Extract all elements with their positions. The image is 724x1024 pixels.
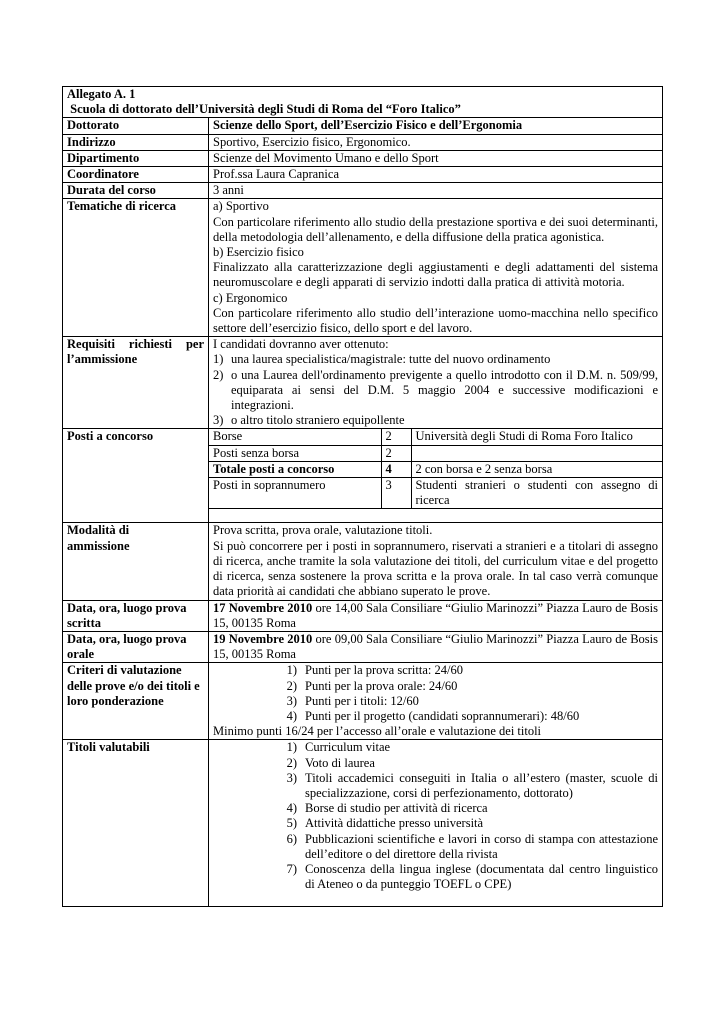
row-tematiche — [63, 199, 663, 337]
allegato-title: Allegato A. 1 — [67, 87, 136, 101]
list-item: 3) o altro titolo straniero equipollente — [213, 413, 405, 428]
posti-table — [209, 429, 662, 522]
modalita-line1: Prova scritta, prova orale, valutazione titoli. — [213, 523, 433, 538]
list-item: 4) Borse di studio per attività di ricerca — [286, 801, 488, 816]
list-item: 3) Punti per i titoli: 12/60 — [286, 693, 419, 708]
label-durata: Durata del corso — [63, 183, 209, 199]
posti-name: Totale posti a concorso — [209, 461, 381, 477]
tematica-b-title: b) Esercizio fisico — [213, 245, 304, 260]
list-item: 5) Attività didattiche presso università — [286, 816, 484, 831]
list-item: 1) Punti per la prova scritta: 24/60 — [286, 663, 463, 678]
row-dottorato — [63, 118, 663, 134]
label-posti: Posti a concorso — [63, 429, 209, 523]
row-titoli — [63, 740, 663, 907]
label-criteri: Criteri di valutazione delle prove e/o dei titoli e loro ponderazione — [63, 663, 209, 740]
posti-count: 4 — [381, 461, 411, 477]
requisiti-intro: I candidati dovranno aver ottenuto: — [213, 337, 389, 352]
list-item: 7) Conoscenza della lingua inglese (documentata dal centro linguistico di Ateneo o da punteggio TOEFL o CPE) — [286, 861, 658, 892]
modalita-text: Si può concorrere per i posti in soprannumero, riservati a stranieri e a titolari di assegno di ricerca, anche tramite la sola valutazione dei titoli, del curriculum vitae e del progetto di ricerca, senza sostenere la prova scritta e la prova orale. In tal caso verrà comunque data priorità ai candidati che abbiano superato le prove. — [213, 538, 658, 599]
orale-text: ore 09,00 Sala Consiliare “Giulio Marinozzi” Piazza Lauro de Bosis 15, 00135 Roma — [213, 631, 659, 662]
value-criteri — [209, 663, 663, 740]
value-prova-scritta — [209, 600, 663, 631]
row-prova-scritta — [63, 600, 663, 631]
value-coordinatore: Prof.ssa Laura Capranica — [209, 167, 663, 183]
value-durata: 3 anni — [209, 183, 663, 199]
allegato-table — [62, 86, 663, 907]
list-item: 2) o una Laurea dell'ordinamento previgente a quello introdotto con il D.M. n. 509/99, equiparata ai sensi del D.M. 5 maggio 2004 e successive modificazioni e integrazioni. — [213, 367, 658, 413]
tematica-b-text: Finalizzato alla caratterizzazione degli aggiustamenti e degli adattamenti del sistema neuromuscolare e degli apparati di servizio indotti dalla pratica di attività motoria. — [213, 260, 658, 290]
row-posti — [63, 429, 663, 523]
value-requisiti — [209, 337, 663, 429]
school-title: Scuola di dottorato dell’Università degli Studi di Roma del “Foro Italico” — [67, 102, 461, 117]
tematica-c-text: Con particolare riferimento allo studio dell’interazione uomo-macchina nello specifico settore dell’esercizio fisico, dello sport e del lavoro. — [213, 305, 658, 336]
label-modalita: Modalità di ammissione — [63, 523, 209, 600]
row-criteri — [63, 663, 663, 740]
posti-note: 2 con borsa e 2 senza borsa — [411, 461, 662, 477]
list-item: 4) Punti per il progetto (candidati soprannumerari): 48/60 — [286, 708, 580, 723]
table-row — [209, 461, 662, 477]
list-item: 3) Titoli accademici conseguiti in Italia o all’estero (master, scuole di specializzazione, corsi di perfezionamento, dottorato) — [286, 770, 658, 800]
posti-note — [411, 445, 662, 461]
posti-name: Posti senza borsa — [209, 445, 381, 461]
scritta-date: 17 Novembre 2010 — [213, 600, 313, 615]
header-row — [63, 87, 663, 118]
row-modalita — [63, 523, 663, 600]
label-dottorato: Dottorato — [63, 118, 209, 134]
titoli-list — [277, 740, 658, 892]
posti-note: Università degli Studi di Roma Foro Italico — [411, 429, 662, 445]
tematica-a-title: a) Sportivo — [213, 199, 269, 214]
table-row — [209, 478, 662, 509]
tematica-a-text: Con particolare riferimento allo studio della prestazione sportiva e dei suoi determinanti, della metodologia dell’allenamento, e della diffusione della pratica agonistica. — [213, 214, 658, 244]
row-dipartimento — [63, 150, 663, 166]
value-prova-orale — [209, 631, 663, 662]
posti-count: 3 — [381, 478, 411, 509]
list-item: 1) Curriculum vitae — [286, 740, 391, 755]
posti-note: Studenti stranieri o studenti con assegno di ricerca — [411, 478, 662, 509]
label-requisiti: Requisiti richiesti per l’ammissione — [63, 337, 209, 429]
orale-date: 19 Novembre 2010 — [213, 631, 313, 646]
list-item: 2) Voto di laurea — [286, 755, 375, 770]
label-titoli: Titoli valutabili — [63, 740, 209, 907]
criteri-list — [277, 663, 658, 724]
table-row — [209, 509, 662, 523]
posti-count: 2 — [381, 445, 411, 461]
value-modalita — [209, 523, 663, 600]
value-tematiche — [209, 199, 663, 337]
table-row — [209, 445, 662, 461]
value-dottorato: Scienze dello Sport, dell’Esercizio Fisico e dell’Ergonomia — [209, 118, 663, 134]
value-posti — [209, 429, 663, 523]
label-prova-scritta: Data, ora, luogo prova scritta — [63, 600, 209, 631]
value-indirizzo: Sportivo, Esercizio fisico, Ergonomico. — [209, 134, 663, 150]
scritta-text: ore 14,00 Sala Consiliare “Giulio Marinozzi” Piazza Lauro de Bosis 15, 00135 Roma — [213, 600, 659, 630]
criteri-footer: Minimo punti 16/24 per l’accesso all’orale e valutazione dei titoli — [213, 724, 542, 739]
posti-count: 2 — [381, 429, 411, 445]
tematica-c-title: c) Ergonomico — [213, 290, 288, 305]
label-indirizzo: Indirizzo — [63, 134, 209, 150]
row-durata — [63, 183, 663, 199]
posti-name: Posti in soprannumero — [209, 478, 381, 509]
label-coordinatore: Coordinatore — [63, 167, 209, 183]
list-item: 2) Punti per la prova orale: 24/60 — [286, 678, 458, 693]
list-item: 1) una laurea specialistica/magistrale: tutte del nuovo ordinamento — [213, 352, 551, 367]
value-titoli — [209, 740, 663, 907]
value-dipartimento: Scienze del Movimento Umano e dello Sport — [209, 150, 663, 166]
row-requisiti — [63, 337, 663, 429]
row-prova-orale — [63, 631, 663, 662]
document-page — [62, 86, 662, 907]
row-coordinatore — [63, 167, 663, 183]
list-item: 6) Pubblicazioni scientifiche e lavori in corso di stampa con attestazione dell’editore o del direttore della rivista — [286, 831, 658, 861]
label-dipartimento: Dipartimento — [63, 150, 209, 166]
posti-name: Borse — [209, 429, 381, 445]
label-tematiche: Tematiche di ricerca — [63, 199, 209, 337]
table-row — [209, 429, 662, 445]
label-prova-orale: Data, ora, luogo prova orale — [63, 631, 209, 662]
requisiti-list — [213, 352, 658, 428]
row-indirizzo — [63, 134, 663, 150]
